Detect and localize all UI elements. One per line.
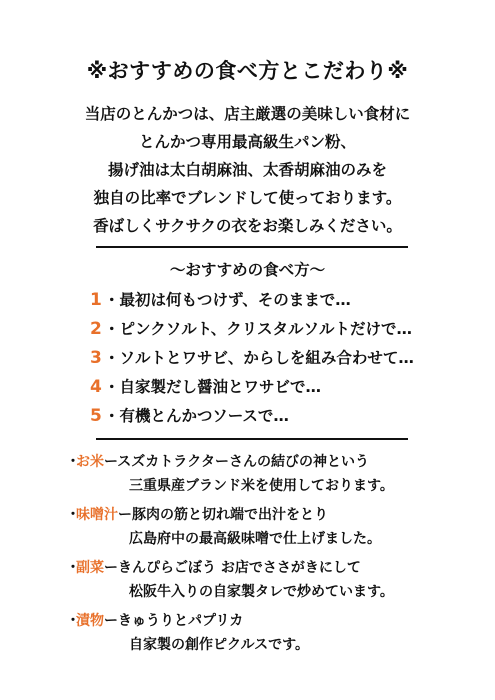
tip-number: 1 [90,290,102,310]
detail-text-continued: 松阪牛入りの自家製タレで炒めています。 [129,584,394,600]
menu-details-list [66,450,486,662]
divider-top [96,246,408,248]
detail-text: ースズカトラクターさんの結びの神という [104,454,370,470]
detail-label: お米 [76,454,104,470]
tip-text: ・ピンクソルト、クリスタルソルトだけで… [104,320,412,338]
detail-label: 副菜 [76,560,104,576]
intro-paragraph [0,100,495,240]
detail-text-continued: 広島府中の最高級味噌で仕上げました。 [129,531,381,547]
detail-item-side-dish [66,556,486,604]
page-title: ※おすすめの食べ方とこだわり※ [86,59,409,83]
detail-row [66,609,486,633]
detail-text-continued: 自家製の創作ピクルスです。 [129,637,310,653]
bullet: ・ [66,613,80,629]
intro-line: 香ばしくサクサクの衣をお楽しみください。 [93,217,402,235]
intro-line: 独自の比率でブレンドして使っております。 [93,189,402,207]
intro-line: 揚げ油は太白胡麻油、太香胡麻油のみを [107,161,387,179]
tip-item [90,286,490,315]
tip-text: ・自家製だし醤油とワサビで… [104,378,322,396]
intro-line: とんかつ専用最高級生パン粉、 [138,133,356,151]
bullet: ・ [66,560,80,576]
detail-row [66,450,486,474]
tip-number: 2 [90,319,102,339]
detail-label: 漬物 [76,613,104,629]
eating-tips-list [90,286,490,431]
detail-item-miso-soup [66,503,486,551]
detail-row [66,503,486,527]
bullet: ・ [66,454,80,470]
bullet: ・ [66,507,80,523]
tip-text: ・有機とんかつソースで… [104,407,289,425]
tip-number: 3 [90,348,102,368]
section-subtitle: ～おすすめの食べ方～ [169,261,326,279]
tip-item [90,344,490,373]
detail-text: ーきんぴらごぼう お店でささがきにして [104,560,361,576]
detail-item-pickles [66,609,486,657]
detail-text-continued: 三重県産ブランド米を使用しております。 [129,478,394,494]
tip-number: 5 [90,406,102,426]
detail-text: ーきゅうりとパプリカ [104,613,244,629]
divider-bottom [96,438,408,440]
tip-number: 4 [90,377,102,397]
tip-text: ・最初は何もつけず、そのままで… [104,291,351,309]
detail-text: ー豚肉の筋と切れ端で出汁をとり [118,507,328,523]
detail-label: 味噌汁 [76,507,118,523]
intro-line: 当店のとんかつは、店主厳選の美味しい食材に [84,105,411,123]
detail-row [66,556,486,580]
tip-text: ・ソルトとワサビ、からしを組み合わせて… [104,349,414,367]
tip-item [90,373,490,402]
tip-item [90,402,490,431]
tip-item [90,315,490,344]
detail-item-rice [66,450,486,498]
